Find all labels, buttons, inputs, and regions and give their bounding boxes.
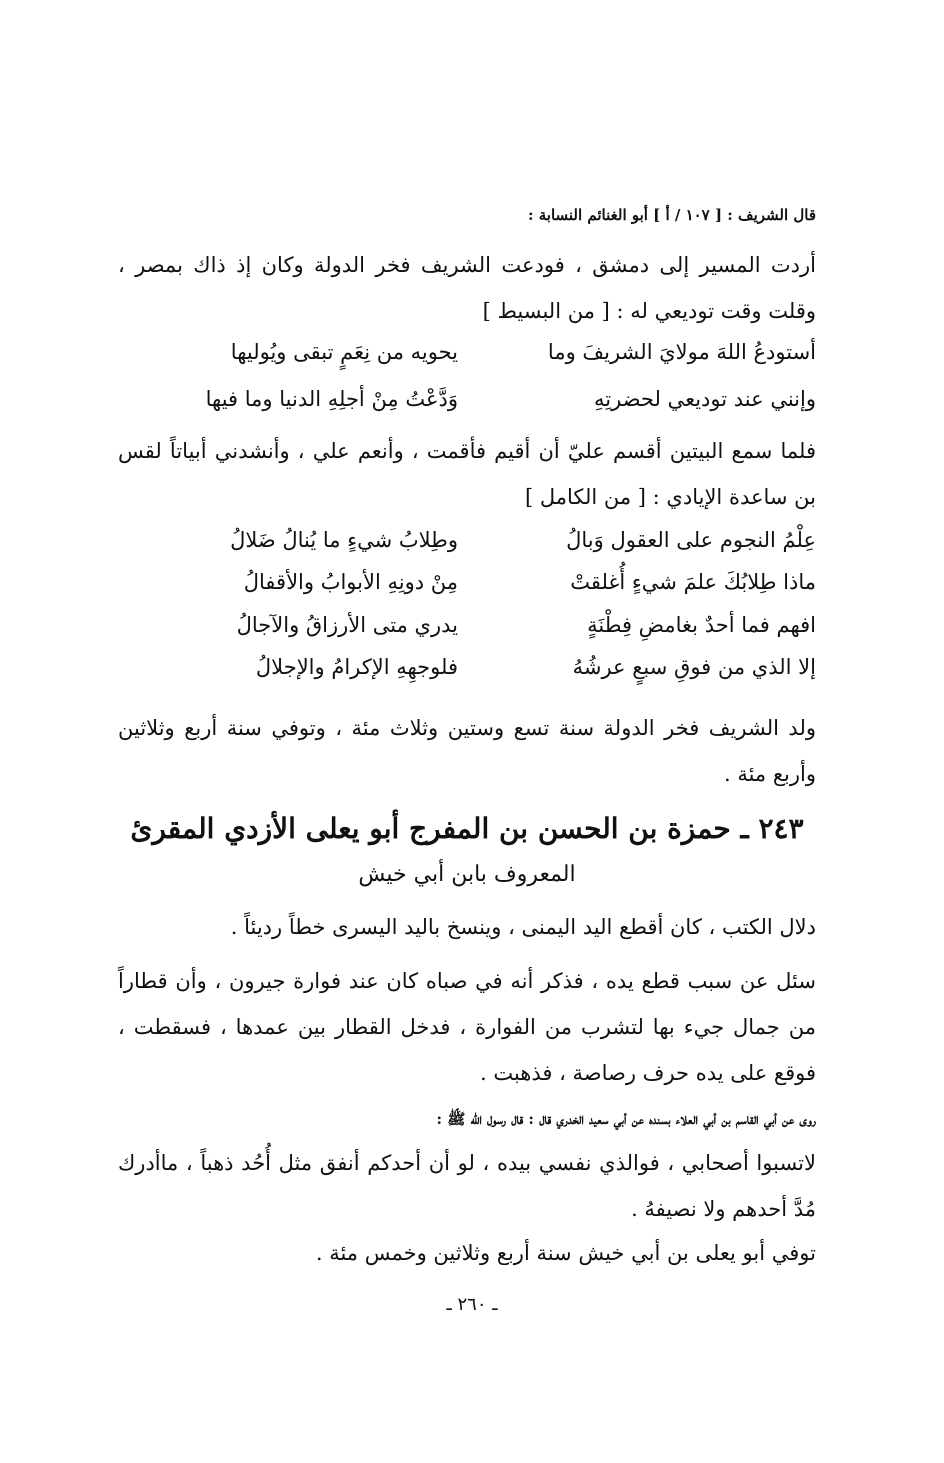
paragraph-4: دلال الكتب ، كان أقطع اليد اليمنى ، وينسخ باليد اليسرى خطاً رديئاً . bbox=[230, 915, 816, 939]
verse-row bbox=[118, 613, 816, 653]
verse-first-hemistich: افهم فما أحدٌ بغامضِ فِطْنَةٍ bbox=[587, 613, 816, 637]
verse-first-hemistich: أستودعُ اللهَ مولايَ الشريفَ وما bbox=[547, 340, 816, 364]
paragraph-3: ولد الشريف فخر الدولة سنة تسع وستين وثلاث مئة ، وتوفي سنة أربع وثلاثين وأربع مئة . bbox=[118, 716, 816, 786]
page-number: ـ ٢٦٠ ـ bbox=[446, 1294, 498, 1315]
paragraph-1: أردت المسير إلى دمشق ، فودعت الشريف فخر الدولة وكان إذ ذاك بمصر ، وقلت وقت توديعي له : [ من البسيط ] bbox=[118, 253, 816, 323]
paragraph-7: توفي أبو يعلى بن أبي خيش سنة أربع وثلاثين وخمس مئة . bbox=[315, 1241, 816, 1265]
verse-row bbox=[118, 387, 816, 427]
entry-title: ٢٤٣ ـ حمزة بن الحسن بن المفرج أبو يعلى الأزدي المقرئ bbox=[130, 812, 804, 845]
verse-first-hemistich: وإنني عند توديعي لحضرتِهِ bbox=[594, 387, 816, 411]
verse-first-hemistich: إلا الذي من فوقِ سبعٍ عرشُهُ bbox=[572, 655, 816, 679]
verse-second-hemistich: مِنْ دونِهِ الأبوابُ والأقفالُ bbox=[243, 570, 458, 594]
hadith-intro: روى عن أبي القاسم بن أبي العلاء بسنده عن أبي سعيد الخدري قال : قال رسول الله ﷺ : bbox=[436, 1110, 816, 1128]
paragraph-6: لاتسبوا أصحابي ، فوالذي نفسي بيده ، لو أن أحدكم أنفق مثل أُحُد ذهباً ، ماأدرك مُدَّ أحدهم ولا نصيفهُ . bbox=[118, 1151, 816, 1221]
paragraph-5: سئل عن سبب قطع يده ، فذكر أنه في صباه كان عند فوارة جيرون ، وأن قطاراً من جمال جيء بها لتشرب من الفوارة ، فدخل القطار بين عمدها ، فسقطت ، فوقع على يده حرف رصاصة ، فذهبت . bbox=[118, 969, 816, 1085]
verse-second-hemistich: وَدَّعْتُ مِنْ أجلِهِ الدنيا وما فيها bbox=[205, 387, 458, 411]
verse-second-hemistich: فلوجهِهِ الإكرامُ والإجلالُ bbox=[255, 655, 458, 679]
paragraph-2: فلما سمع البيتين أقسم عليّ أن أقيم فأقمت ، وأنعم علي ، وأنشدني أبياتاً لقس بن ساعدة الإيادي : [ من الكامل ] bbox=[118, 439, 816, 509]
header-line: قال الشريف : [ ١٠٧ / أ ] أبو الغنائم النسابة : bbox=[527, 206, 816, 224]
verse-row bbox=[118, 655, 816, 695]
verse-second-hemistich: يدري متى الأرزاقُ والآجالُ bbox=[236, 613, 458, 637]
verse-second-hemistich: يحويه من نِعَمٍ تبقى ويُوليها bbox=[230, 340, 458, 364]
entry-subtitle: المعروف بابن أبي خيش bbox=[358, 862, 576, 887]
verse-row bbox=[118, 570, 816, 610]
verse-first-hemistich: عِلْمُ النجوم على العقول وَبالُ bbox=[566, 528, 816, 552]
verse-second-hemistich: وطِلابُ شيءٍ ما يُنالُ ضَلالُ bbox=[230, 528, 458, 552]
verse-row bbox=[118, 528, 816, 568]
verse-row bbox=[118, 340, 816, 380]
verse-first-hemistich: ماذا طِلابُكَ علمَ شيءٍ أُغلقتْ bbox=[570, 570, 816, 594]
